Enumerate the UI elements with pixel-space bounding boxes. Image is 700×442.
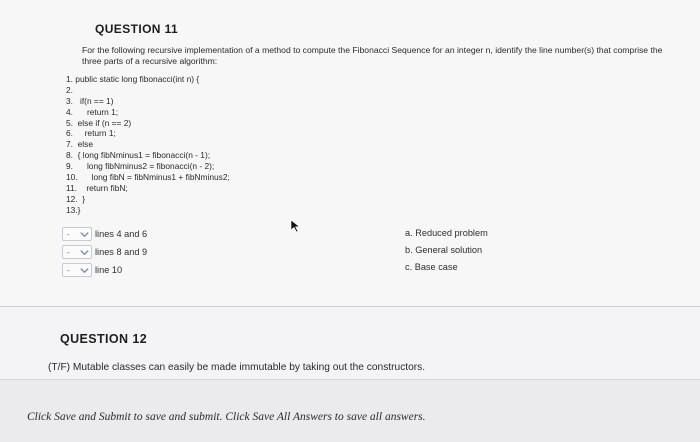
chevron-down-icon — [79, 247, 90, 258]
code-listing — [66, 74, 230, 216]
code-line: 9. long fibNminus2 = fibonacci(n - 2); — [66, 161, 215, 172]
select-value: - — [67, 266, 70, 275]
code-line: 2. — [66, 84, 73, 95]
footer-instructions: Click Save and Submit to save and submit. Click Save All Answers to save all answers. — [27, 411, 426, 423]
question-12-title: QUESTION 12 — [60, 332, 148, 346]
match-item-3 — [62, 262, 122, 278]
match-select-3[interactable] — [62, 263, 92, 277]
code-line: 8. { long fibNminus1 = fibonacci(n - 1); — [66, 150, 211, 161]
match-item-label: lines 8 and 9 — [95, 247, 148, 257]
match-item-label: line 10 — [95, 265, 123, 275]
match-item-1 — [62, 226, 147, 242]
chevron-down-icon — [79, 265, 90, 276]
code-line: 5. else if (n == 2) — [66, 117, 132, 128]
match-select-2[interactable] — [62, 245, 92, 259]
match-item-label: lines 4 and 6 — [95, 229, 148, 239]
code-line: 7. else — [66, 139, 94, 150]
code-line: 13.} — [66, 204, 81, 215]
answer-option-a: a. Reduced problem — [405, 228, 488, 238]
question-12-text: (T/F) Mutable classes can easily be made immutable by taking out the constructors. — [48, 362, 426, 373]
mouse-pointer-icon — [290, 219, 302, 233]
select-value: - — [67, 230, 70, 239]
question-11-prompt: For the following recursive implementation of a method to compute the Fibonacci Sequence for an integer n, identify the line number(s) that comprise the three parts of a recursive algorithm: — [82, 45, 663, 66]
code-line: 1. public static long fibonacci(int n) { — [66, 74, 200, 84]
question-11-title: QUESTION 11 — [95, 22, 179, 36]
chevron-down-icon — [79, 229, 90, 240]
code-line: 11. return fibN; — [66, 182, 128, 193]
match-select-1[interactable] — [62, 227, 92, 241]
code-line: 10. long fibN = fibNminus1 + fibNminus2; — [66, 172, 230, 183]
code-line: 4. return 1; — [66, 106, 119, 117]
code-line: 12. } — [66, 193, 86, 204]
answer-option-b: b. General solution — [405, 245, 483, 255]
answer-option-c: c. Base case — [405, 262, 458, 272]
code-line: 6. return 1; — [66, 128, 116, 139]
match-item-2 — [62, 244, 147, 260]
code-line: 3. if(n == 1) — [66, 95, 114, 106]
select-value: - — [67, 248, 70, 257]
